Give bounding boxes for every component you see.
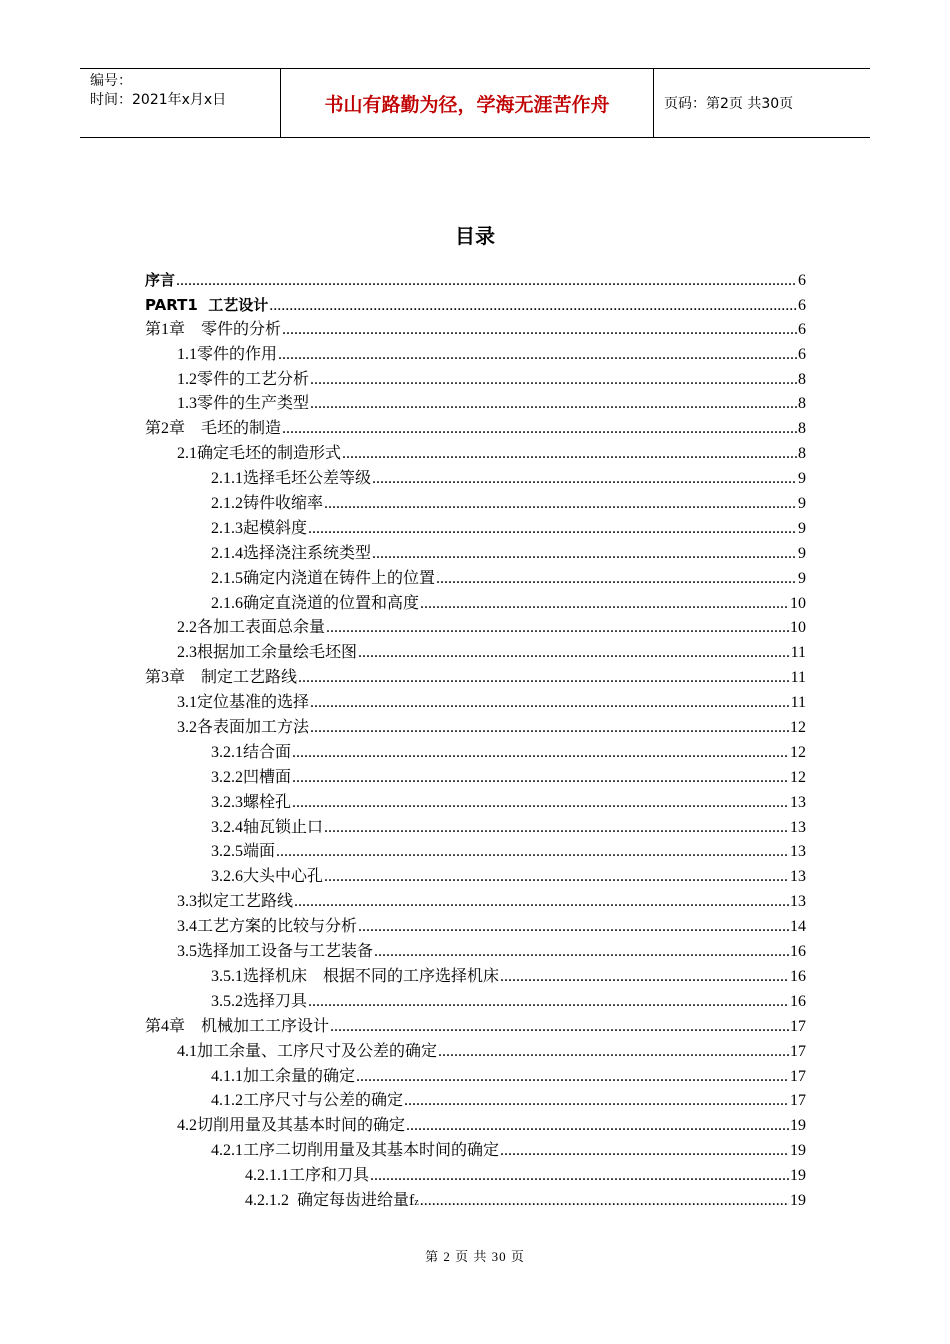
- toc-entry-page: 16: [790, 992, 806, 1010]
- toc-entry-label: 4.2.1.2 确定每齿进给量f: [245, 1191, 415, 1209]
- toc-entry-label: 1.1零件的作用: [177, 345, 278, 363]
- toc-leader-dots: [404, 1089, 789, 1114]
- toc-entry-page: 9: [798, 519, 806, 537]
- toc-entry-page: 9: [798, 495, 806, 513]
- toc-entry-label: 2.1.6确定直浇道的位置和高度: [211, 594, 420, 612]
- toc-entry[interactable]: [145, 965, 806, 990]
- toc-entry[interactable]: [145, 368, 806, 393]
- toc-entry[interactable]: [145, 417, 806, 442]
- toc-entry[interactable]: [145, 293, 806, 318]
- toc-entry-page: 8: [798, 370, 806, 388]
- toc-entry-page: 6: [798, 272, 806, 289]
- toc-entry[interactable]: [145, 1189, 806, 1214]
- toc-entry-page: 16: [790, 943, 806, 961]
- toc-leader-dots: [282, 417, 797, 442]
- toc-entry[interactable]: [145, 816, 806, 841]
- toc-leader-dots: [358, 915, 789, 940]
- toc-entry[interactable]: [145, 766, 806, 791]
- toc-entry[interactable]: [145, 567, 806, 592]
- toc-entry[interactable]: [145, 467, 806, 492]
- toc-leader-dots: [374, 940, 789, 965]
- toc-entry[interactable]: [145, 1065, 806, 1090]
- toc-entry[interactable]: [145, 691, 806, 716]
- toc-entry-page: 10: [790, 619, 806, 637]
- toc-entry-label: 4.1加工余量、工序尺寸及公差的确定: [177, 1042, 438, 1060]
- toc-entry-label: 2.1确定毛坯的制造形式: [177, 445, 342, 463]
- toc-leader-dots: [358, 641, 790, 666]
- time-label: 时间：2021年x月x日: [90, 92, 227, 108]
- toc-entry-page: 13: [790, 818, 806, 836]
- toc-entry-page: 11: [790, 669, 806, 687]
- toc-title: 目录: [455, 224, 495, 248]
- toc-entry-page: 13: [790, 793, 806, 811]
- toc-entry[interactable]: [145, 641, 806, 666]
- toc-entry-page: 14: [790, 918, 806, 936]
- toc-entry-label: 2.1.4选择浇注系统类型: [211, 544, 372, 562]
- toc-entry-label: 第3章 制定工艺路线: [145, 669, 298, 687]
- toc-entry-page: 17: [790, 1042, 806, 1060]
- toc-leader-dots: [324, 816, 789, 841]
- toc-entry-label: 3.1定位基准的选择: [177, 694, 310, 712]
- toc-leader-dots: [308, 990, 789, 1015]
- toc-entry-page: 12: [790, 768, 806, 786]
- toc-entry-label: 4.1.2工序尺寸与公差的确定: [211, 1092, 404, 1110]
- toc-entry-label: 3.2.3螺栓孔: [211, 793, 292, 811]
- toc-leader-dots: [276, 840, 789, 865]
- toc-entry-page: 9: [798, 569, 806, 587]
- toc-entry[interactable]: [145, 1114, 806, 1139]
- toc-entry-page: 8: [798, 420, 806, 438]
- toc-entry-page: 8: [798, 445, 806, 463]
- toc-entry-label: 3.2.5端面: [211, 843, 276, 861]
- toc-leader-dots: [292, 741, 789, 766]
- toc-entry[interactable]: [145, 1015, 806, 1040]
- toc-entry-label: 3.2.1结合面: [211, 743, 292, 761]
- toc-entry-label: 1.3零件的生产类型: [177, 395, 310, 413]
- toc-entry-page: 17: [790, 1067, 806, 1085]
- toc-leader-dots: [324, 492, 797, 517]
- toc-entry[interactable]: [145, 1040, 806, 1065]
- toc-entry-label: 4.1.1加工余量的确定: [211, 1067, 356, 1085]
- toc-entry-page: 8: [798, 395, 806, 413]
- toc-entry[interactable]: [145, 741, 806, 766]
- toc-leader-dots: [292, 791, 789, 816]
- header-motto: 书山有路勤为径，学海无涯苦作舟: [280, 69, 654, 137]
- toc-entry[interactable]: [145, 1089, 806, 1114]
- toc-entry[interactable]: [145, 1164, 806, 1189]
- toc-entry-label: PART1 工艺设计: [145, 295, 269, 314]
- toc-entry-page: 6: [798, 296, 806, 314]
- toc-leader-dots: [420, 1189, 789, 1214]
- toc-entry-label: 3.2.6大头中心孔: [211, 868, 324, 886]
- toc-entry-page: 12: [790, 719, 806, 737]
- toc-leader-dots: [500, 965, 789, 990]
- toc-leader-dots: [438, 1040, 789, 1065]
- toc-leader-dots: [176, 269, 797, 294]
- toc-leader-dots: [310, 392, 797, 417]
- toc-entry-label: 2.1.2铸件收缩率: [211, 495, 324, 513]
- toc-entry[interactable]: [145, 318, 806, 343]
- toc-entry-label: 4.2切削用量及其基本时间的确定: [177, 1117, 406, 1135]
- toc-leader-dots: [294, 890, 789, 915]
- toc-entry[interactable]: [145, 442, 806, 467]
- header-page-info: 页码：第2页 共30页: [664, 96, 794, 112]
- toc-leader-dots: [298, 666, 790, 691]
- toc-entry-label: 3.2.2凹槽面: [211, 768, 292, 786]
- toc-entry-label: 3.2.4轴瓦锁止口: [211, 818, 324, 836]
- toc-entry[interactable]: [145, 268, 806, 293]
- toc-entry[interactable]: [145, 616, 806, 641]
- toc-entry-page: 6: [798, 320, 806, 338]
- toc-entry[interactable]: [145, 517, 806, 542]
- toc-leader-dots: [372, 467, 797, 492]
- toc-entry[interactable]: [145, 492, 806, 517]
- toc-entry-page: 13: [790, 868, 806, 886]
- toc-leader-dots: [310, 716, 789, 741]
- toc-leader-dots: [342, 442, 797, 467]
- toc-leader-dots: [310, 691, 790, 716]
- toc-entry-page: 19: [790, 1142, 806, 1160]
- toc-leader-dots: [269, 294, 797, 319]
- page-header: [80, 68, 870, 138]
- toc-entry-label: 3.4工艺方案的比较与分析: [177, 918, 358, 936]
- toc-entry-label: 第1章 零件的分析: [145, 320, 282, 338]
- toc-leader-dots: [324, 865, 789, 890]
- header-left-cell: [80, 69, 280, 137]
- toc-leader-dots: [372, 542, 797, 567]
- toc-entry-page: 11: [790, 644, 806, 662]
- toc-entry[interactable]: [145, 915, 806, 940]
- toc-entry-subscript: z: [414, 1196, 419, 1208]
- number-label: 编号：: [90, 73, 132, 89]
- toc-entry[interactable]: [145, 392, 806, 417]
- toc-leader-dots: [356, 1065, 789, 1090]
- toc-entry[interactable]: [145, 592, 806, 617]
- toc-entry-label: 1.2零件的工艺分析: [177, 370, 310, 388]
- toc-entry[interactable]: [145, 791, 806, 816]
- toc-entry[interactable]: [145, 865, 806, 890]
- toc-leader-dots: [292, 766, 789, 791]
- toc-leader-dots: [370, 1164, 789, 1189]
- toc-entry-label: 2.1.5确定内浇道在铸件上的位置: [211, 569, 436, 587]
- toc-entry[interactable]: [145, 716, 806, 741]
- toc-entry[interactable]: [145, 940, 806, 965]
- toc-leader-dots: [500, 1139, 789, 1164]
- toc-entry-page: 9: [798, 470, 806, 488]
- toc-entry-label: 4.2.1工序二切削用量及其基本时间的确定: [211, 1142, 500, 1160]
- toc-entry-page: 10: [790, 594, 806, 612]
- toc-entry-label: 第4章 机械加工工序设计: [145, 1017, 330, 1035]
- toc-entry-page: 16: [790, 967, 806, 985]
- toc-entry[interactable]: [145, 1139, 806, 1164]
- toc-entry-label: 2.1.3起模斜度: [211, 519, 308, 537]
- toc-entry-page: 17: [790, 1017, 806, 1035]
- toc-entry[interactable]: [145, 890, 806, 915]
- toc-entry-page: 6: [798, 345, 806, 363]
- toc-entry[interactable]: [145, 343, 806, 368]
- toc-leader-dots: [326, 616, 789, 641]
- toc-leader-dots: [310, 368, 797, 393]
- toc-entry-label: 序言: [145, 271, 176, 289]
- toc-entry-page: 19: [790, 1191, 806, 1209]
- toc-entry-label: 3.5选择加工设备与工艺装备: [177, 943, 374, 961]
- toc-leader-dots: [308, 517, 797, 542]
- toc-entry-page: 11: [790, 694, 806, 712]
- toc-entry-label: 3.3拟定工艺路线: [177, 893, 294, 911]
- toc-leader-dots: [406, 1114, 789, 1139]
- toc-entry-page: 19: [790, 1117, 806, 1135]
- toc-entry[interactable]: [145, 840, 806, 865]
- toc-entry-label: 3.5.2选择刀具: [211, 992, 308, 1010]
- toc-entry-label: 4.2.1.1工序和刀具: [245, 1167, 370, 1185]
- page-footer: 第 2 页 共 30 页: [425, 1249, 525, 1264]
- toc-leader-dots: [278, 343, 797, 368]
- toc-entry[interactable]: [145, 990, 806, 1015]
- toc-entry-page: 12: [790, 743, 806, 761]
- toc-entry-page: 17: [790, 1092, 806, 1110]
- toc-entry-page: 9: [798, 544, 806, 562]
- toc-entry-label: 2.1.1选择毛坯公差等级: [211, 470, 372, 488]
- toc-leader-dots: [330, 1015, 789, 1040]
- toc-leader-dots: [420, 592, 789, 617]
- toc-entry[interactable]: [145, 666, 806, 691]
- table-of-contents: [145, 268, 806, 1214]
- toc-entry-label: 2.2各加工表面总余量: [177, 619, 326, 637]
- toc-entry-label: 3.5.1选择机床 根据不同的工序选择机床: [211, 967, 500, 985]
- toc-entry-page: 13: [790, 843, 806, 861]
- toc-entry-page: 19: [790, 1167, 806, 1185]
- toc-entry-label: 2.3根据加工余量绘毛坯图: [177, 644, 358, 662]
- toc-leader-dots: [282, 318, 797, 343]
- toc-entry-page: 13: [790, 893, 806, 911]
- toc-entry-label: 第2章 毛坯的制造: [145, 420, 282, 438]
- toc-entry[interactable]: [145, 542, 806, 567]
- toc-leader-dots: [436, 567, 797, 592]
- toc-entry-label: 3.2各表面加工方法: [177, 719, 310, 737]
